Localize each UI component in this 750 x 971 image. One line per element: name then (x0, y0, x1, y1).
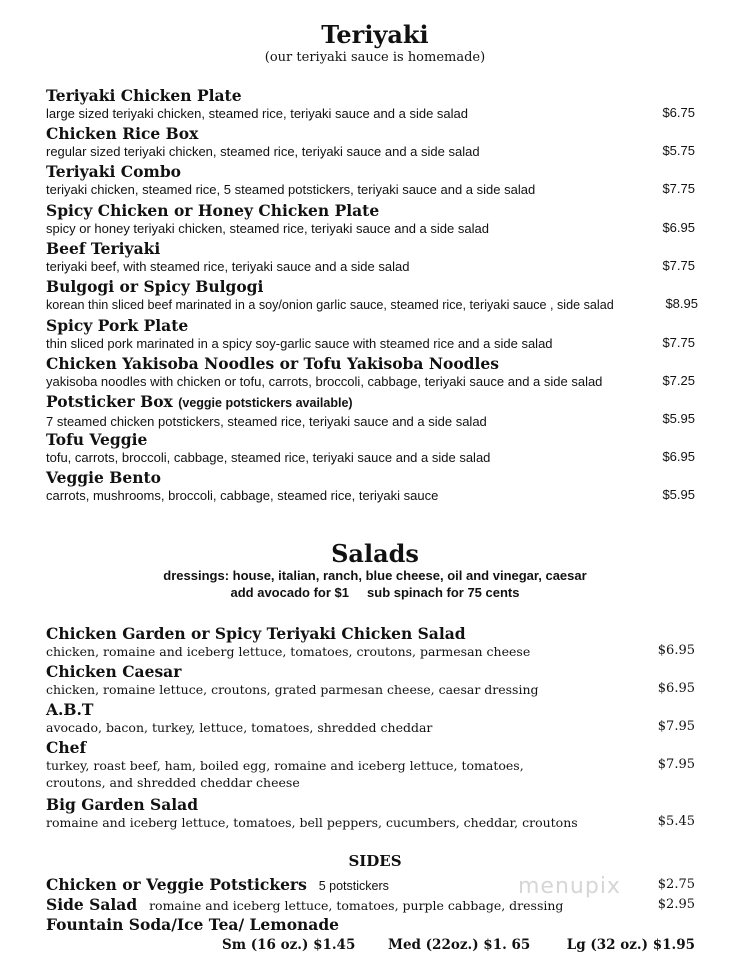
item-desc: spicy or honey teriyaki chicken, steamed rice, teriyaki sauce and a side salad (46, 221, 489, 236)
item-desc: avocado, bacon, turkey, lettuce, tomatoes, shredded cheddar (46, 720, 433, 735)
item-name: Spicy Chicken or Honey Chicken Plate (46, 201, 380, 220)
item-price: $6.95 (657, 643, 695, 658)
menu-item (46, 662, 695, 699)
item-name: Side Salad (46, 895, 138, 914)
drink-size-small: Sm (16 oz.) $1.45 (222, 937, 356, 953)
item-name: A.B.T (46, 700, 94, 719)
menu-item (46, 392, 695, 431)
item-desc: korean thin sliced beef marinated in a soy/onion garlic sauce, steamed rice, teriyaki sauce , side salad (46, 298, 614, 312)
menu-item (46, 124, 695, 161)
item-price: $2.75 (657, 877, 695, 892)
item-name: Chicken or Veggie Potstickers (46, 875, 307, 894)
item-price: $7.95 (657, 757, 695, 772)
menu-item (46, 430, 695, 467)
menu-item (46, 86, 695, 123)
menu-item (46, 201, 695, 238)
menu-item (46, 738, 695, 791)
item-name: Beef Teriyaki (46, 239, 161, 258)
item-desc: yakisoba noodles with chicken or tofu, carrots, broccoli, cabbage, teriyaki sauce and a side salad (46, 374, 603, 389)
item-note: (veggie potstickers available) (178, 396, 353, 410)
item-price: $7.75 (662, 181, 695, 196)
salads-title: Salads (331, 539, 419, 568)
menu-item (46, 354, 695, 391)
sides-title: SIDES (348, 852, 402, 870)
menupix-watermark: menupix (518, 874, 621, 899)
item-name: Spicy Pork Plate (46, 316, 189, 335)
item-name: Big Garden Salad (46, 795, 199, 814)
item-price: $7.75 (662, 258, 695, 273)
item-name: Fountain Soda/Ice Tea/ Lemonade (46, 915, 340, 934)
item-name: Chicken Rice Box (46, 124, 199, 143)
teriyaki-title: Teriyaki (321, 20, 429, 49)
item-desc: teriyaki beef, with steamed rice, teriyaki sauce and a side salad (46, 259, 410, 274)
item-desc: regular sized teriyaki chicken, steamed rice, teriyaki sauce and a side salad (46, 144, 480, 159)
item-price: $6.95 (662, 449, 695, 464)
item-price: $6.95 (657, 681, 695, 696)
item-price: $5.75 (662, 143, 695, 158)
item-desc: carrots, mushrooms, broccoli, cabbage, steamed rice, teriyaki sauce (46, 488, 439, 503)
menu-item (46, 239, 695, 276)
item-name: Teriyaki Chicken Plate (46, 86, 242, 105)
item-price: $2.95 (657, 897, 695, 912)
menu-item (46, 162, 695, 199)
item-price: $8.95 (665, 296, 698, 311)
drink-size-medium: Med (22oz.) $1. 65 (388, 937, 531, 953)
salads-dressings: dressings: house, italian, ranch, blue cheese, oil and vinegar, caesar (163, 568, 587, 583)
menu-item (46, 700, 695, 737)
item-name: Bulgogi or Spicy Bulgogi (46, 277, 264, 296)
item-name: Potsticker Box (46, 392, 173, 411)
item-name: Chicken Caesar (46, 662, 182, 681)
item-desc: romaine and iceberg lettuce, tomatoes, purple cabbage, dressing (149, 898, 564, 913)
menu-item (46, 624, 695, 661)
item-name: Veggie Bento (46, 468, 162, 487)
item-name: Tofu Veggie (46, 430, 148, 449)
item-price: $5.95 (662, 411, 695, 426)
item-price: $7.75 (662, 335, 695, 350)
item-name: Teriyaki Combo (46, 162, 181, 181)
drink-size-large: Lg (32 oz.) $1.95 (566, 937, 695, 953)
item-desc: teriyaki chicken, steamed rice, 5 steamed potstickers, teriyaki sauce and a side salad (46, 182, 536, 197)
item-desc: thin sliced pork marinated in a spicy soy-garlic sauce with steamed rice and a side salad (46, 336, 553, 351)
menu-item (46, 277, 698, 314)
item-price: $5.45 (657, 814, 695, 829)
item-price: $6.75 (662, 105, 695, 120)
item-desc: 7 steamed chicken potstickers, steamed rice, teriyaki sauce and a side salad (46, 414, 487, 429)
item-desc: large sized teriyaki chicken, steamed rice, teriyaki sauce and a side salad (46, 106, 468, 121)
item-desc: tofu, carrots, broccoli, cabbage, steamed rice, teriyaki sauce and a side salad (46, 450, 491, 465)
item-price: $5.95 (662, 487, 695, 502)
item-name: Chicken Yakisoba Noodles or Tofu Yakisoba Noodles (46, 354, 499, 373)
menu-item (46, 795, 695, 832)
salads-addons: add avocado for $1 sub spinach for 75 cents (230, 585, 520, 600)
item-desc: chicken, romaine lettuce, croutons, grated parmesan cheese, caesar dressing (46, 682, 539, 697)
item-name-row (46, 392, 695, 413)
teriyaki-subtitle: (our teriyaki sauce is homemade) (264, 50, 486, 65)
item-price: $6.95 (662, 220, 695, 235)
item-desc: chicken, romaine and iceberg lettuce, tomatoes, croutons, parmesan cheese (46, 644, 531, 659)
item-desc: 5 potstickers (318, 879, 389, 893)
item-desc: turkey, roast beef, ham, boiled egg, romaine and iceberg lettuce, tomatoes, croutons, and shredded cheddar cheese (46, 758, 524, 790)
item-price: $7.25 (662, 373, 695, 388)
side-item (46, 915, 695, 935)
item-name: Chef (46, 738, 87, 757)
menu-item (46, 316, 695, 353)
menu-item (46, 468, 695, 505)
item-name: Chicken Garden or Spicy Teriyaki Chicken Salad (46, 624, 466, 643)
item-desc: romaine and iceberg lettuce, tomatoes, bell peppers, cucumbers, cheddar, croutons (46, 815, 578, 830)
item-price: $7.95 (657, 719, 695, 734)
